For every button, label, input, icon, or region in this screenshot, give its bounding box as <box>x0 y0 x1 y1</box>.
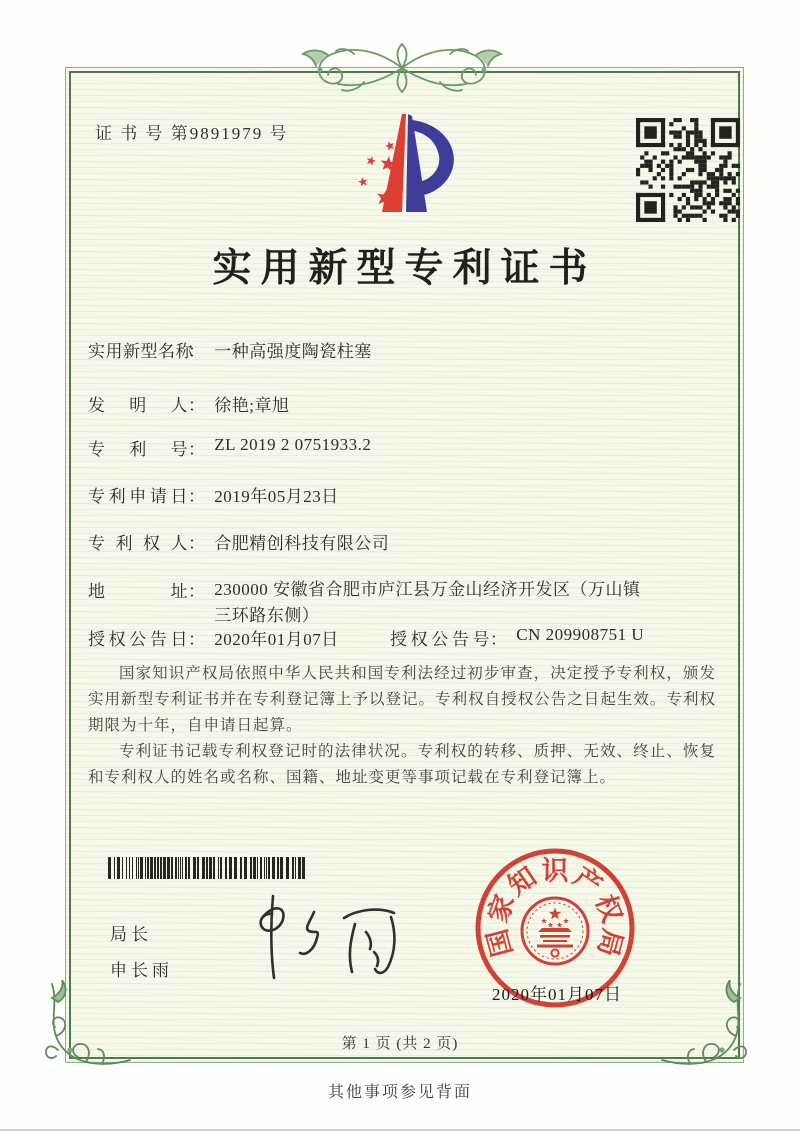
field-row-inventor: 发明人： 徐艳;章旭 <box>88 391 289 416</box>
cnipa-logo-icon <box>338 106 470 226</box>
field-row-grant-date: 授权公告日： 2020年01月07日 <box>88 625 339 650</box>
certificate-title: 实用新型专利证书 <box>212 247 597 290</box>
field-row-filing-date: 专利申请日： 2019年05月23日 <box>88 482 339 507</box>
field-value: 2019年05月23日 <box>214 487 339 506</box>
field-label: 专利申请日 <box>88 487 188 506</box>
svg-text:权: 权 <box>589 890 628 927</box>
svg-text:知: 知 <box>502 861 542 902</box>
field-row-address: 地址： 230000 安徽省合肥市庐江县万金山经济开发区（万山镇三环路东侧） <box>88 577 648 629</box>
national-emblem-icon <box>522 898 588 964</box>
field-row-name: 实用新型名称： 一种高强度陶瓷柱塞 <box>88 337 372 362</box>
corner-flourish-bottom-left <box>42 980 137 1075</box>
seal-date: 2020年01月07日 <box>492 985 622 1004</box>
corner-flourish-bottom-right <box>655 980 750 1075</box>
barcode <box>108 857 308 879</box>
signer-name: 申长雨 <box>110 961 173 980</box>
field-label: 发明人 <box>88 396 188 415</box>
field-value: 徐艳;章旭 <box>214 396 290 415</box>
field-value: 一种高强度陶瓷柱塞 <box>214 342 372 361</box>
svg-text:局: 局 <box>592 925 629 960</box>
field-value: ZL 2019 2 0751933.2 <box>214 435 372 454</box>
signer-title: 局长 <box>110 925 152 944</box>
field-label: 专利权人 <box>88 534 188 553</box>
field-value: 230000 安徽省合肥市庐江县万金山经济开发区（万山镇三环路东侧） <box>214 580 641 625</box>
field-label: 授权公告号 <box>390 630 490 649</box>
back-note: 其他事项参见背面 <box>327 1084 472 1101</box>
field-value: CN 209908751 U <box>516 625 645 644</box>
field-value: 2020年01月07日 <box>214 630 339 649</box>
field-row-grant-no: 授权公告号： CN 209908751 U <box>390 625 645 649</box>
body-paragraph: 国家知识产权局依照中华人民共和国专利法经过初步审查，决定授予专利权，颁发实用新型专利证书并在专利登记簿上予以登记。专利权自授权公告之日起生效。专利权期限为十年，自申请日起算。 <box>88 665 716 734</box>
handwritten-signature-icon <box>228 886 413 984</box>
certificate-number: 证 书 号 第9891979 号 <box>95 124 289 143</box>
svg-text:国: 国 <box>481 925 518 960</box>
field-label: 专利号 <box>88 440 188 459</box>
field-label: 实用新型名称 <box>88 342 193 361</box>
field-label: 地址 <box>88 582 188 601</box>
top-ornament <box>284 40 520 96</box>
scan-edge <box>0 1129 800 1131</box>
legal-text <box>88 661 716 791</box>
svg-text:家: 家 <box>482 890 521 927</box>
page-indicator: 第 1 页 (共 2 页) <box>341 1036 459 1052</box>
svg-text:产: 产 <box>568 861 608 902</box>
body-paragraph: 专利证书记载专利权登记时的法律状况。专利权的转移、质押、无效、终止、恢复和专利权人的姓名或名称、国籍、地址变更等事项记载在专利登记簿上。 <box>88 743 716 786</box>
field-row-patent-no: 专利号： ZL 2019 2 0751933.2 <box>88 435 372 459</box>
field-row-patentee: 专利权人： 合肥精创科技有限公司 <box>88 529 389 554</box>
qr-code <box>636 118 740 222</box>
svg-text:识: 识 <box>541 856 569 886</box>
field-label: 授权公告日 <box>88 630 188 649</box>
field-value: 合肥精创科技有限公司 <box>214 534 390 553</box>
